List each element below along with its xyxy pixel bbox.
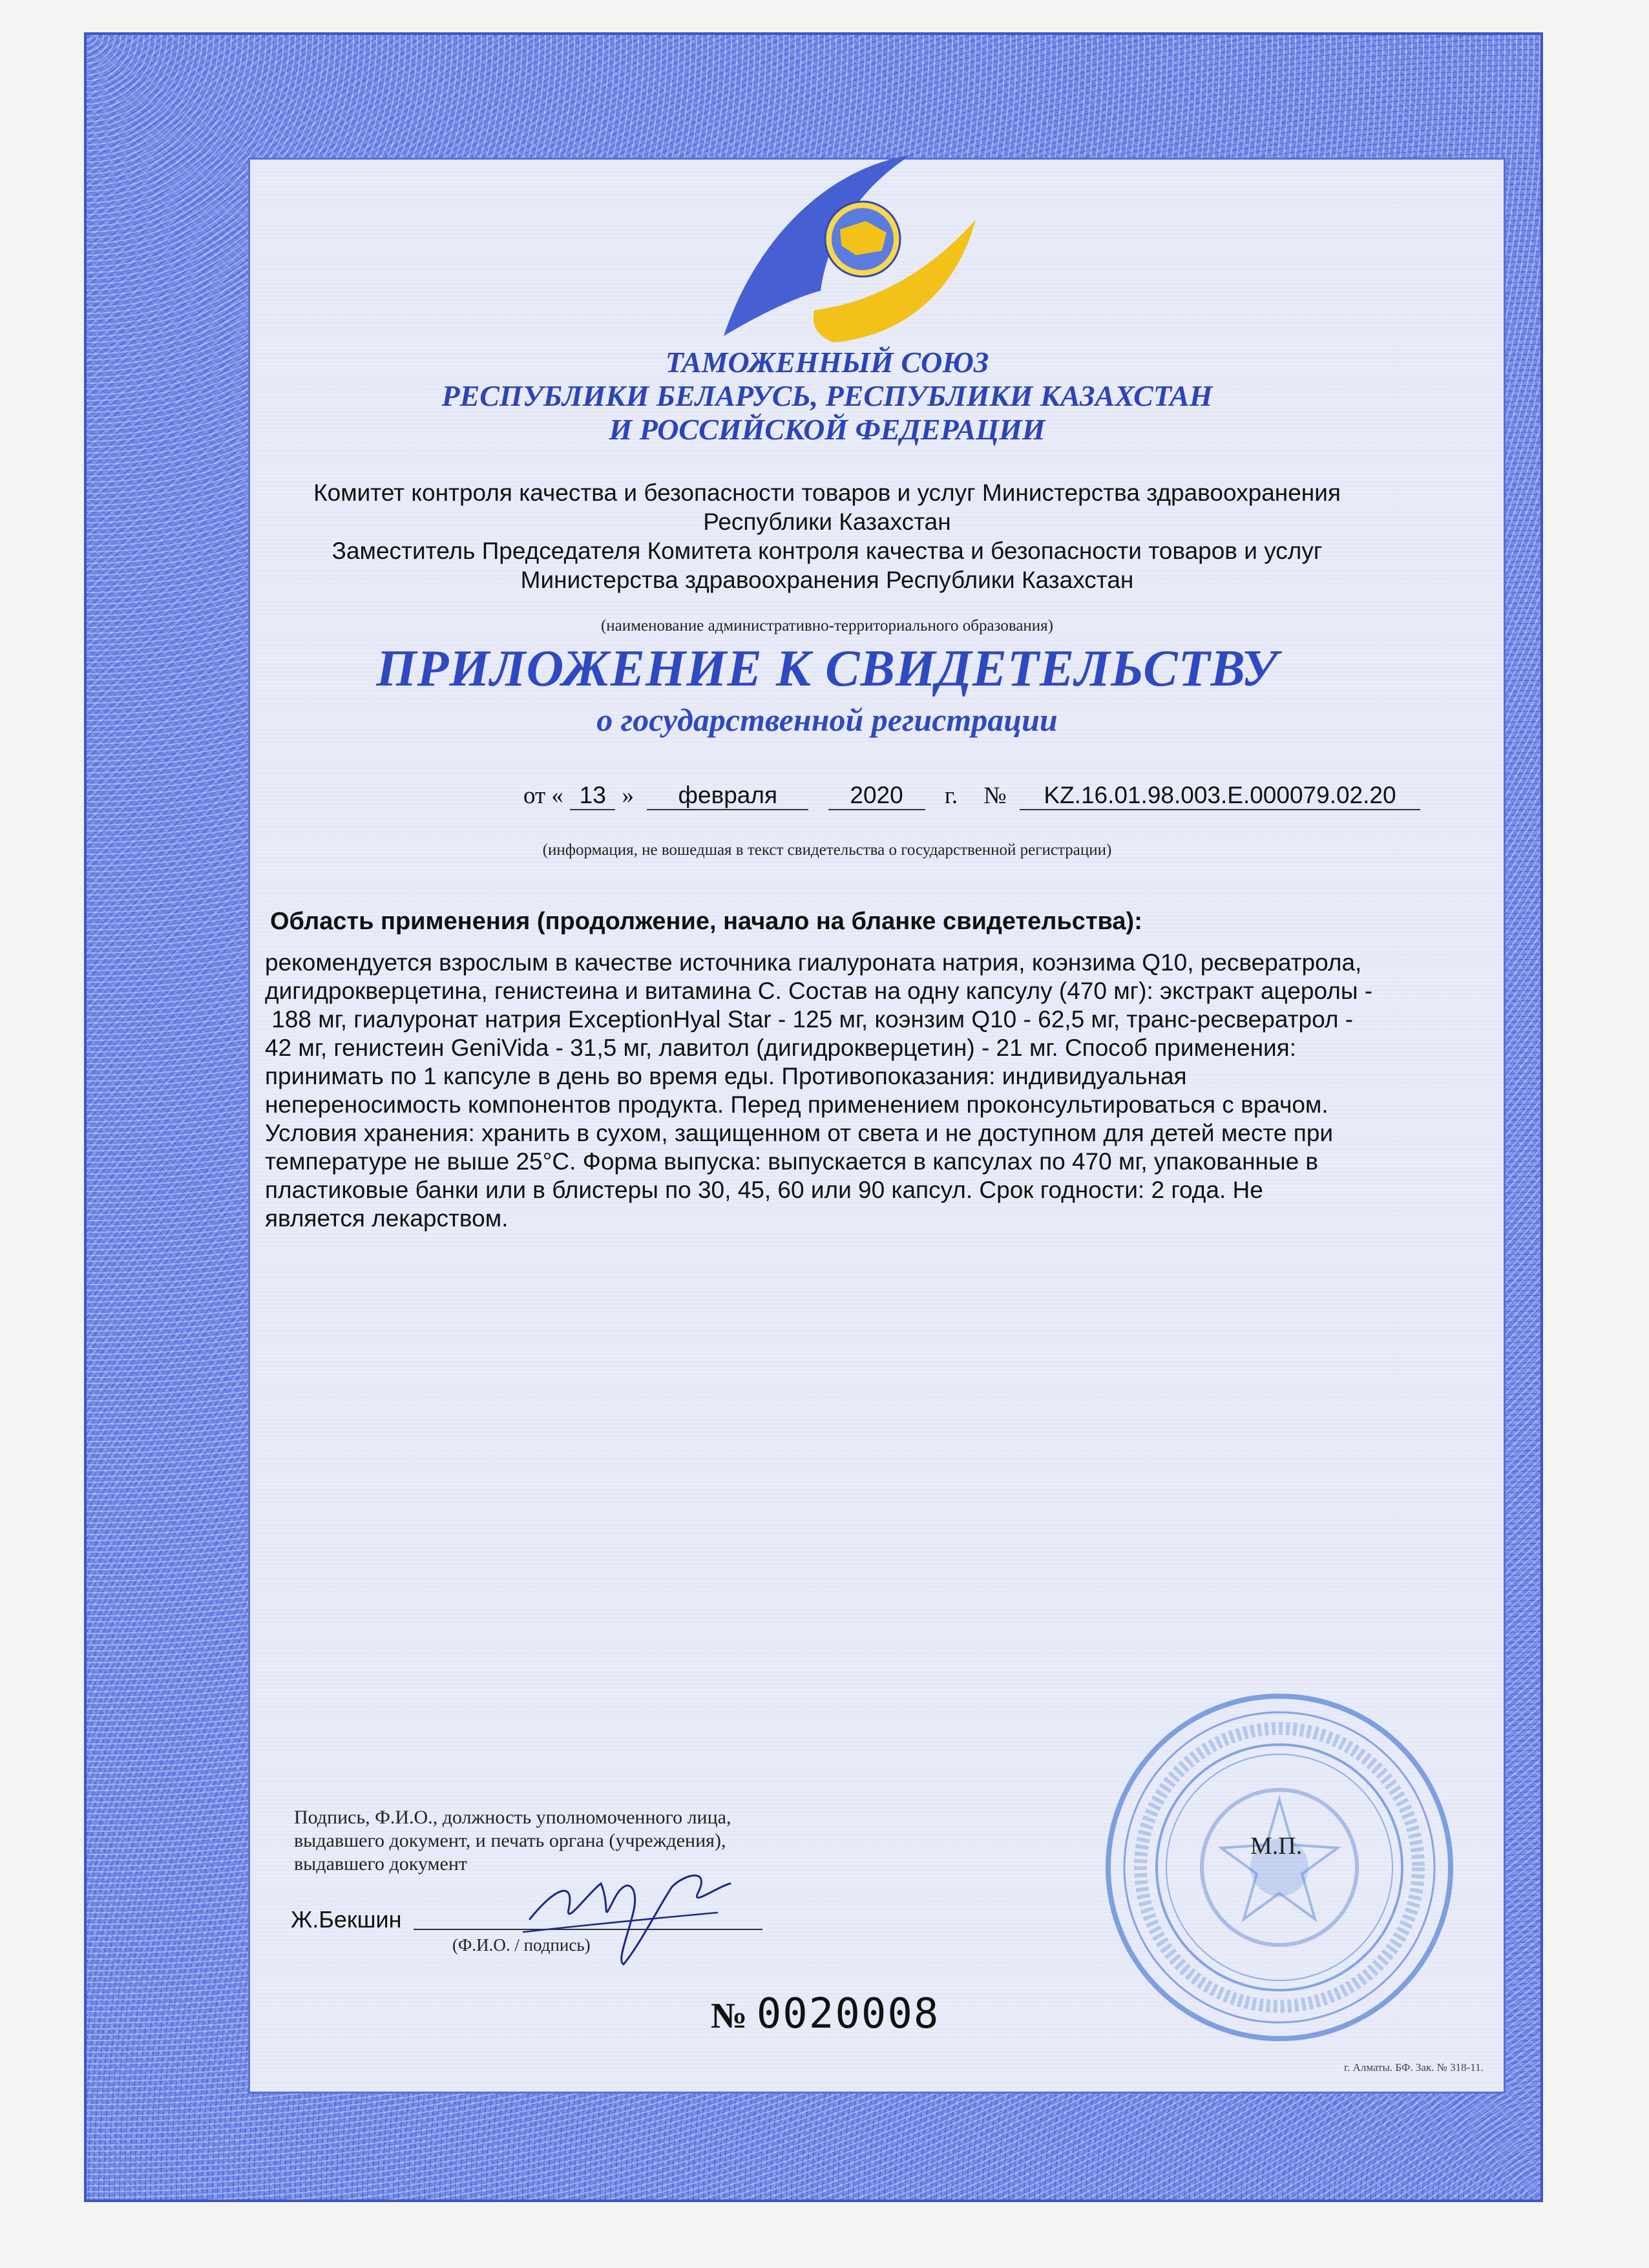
dateline-note: (информация, не вошедшая в текст свидетельства о государственной регистрации) (542, 841, 1112, 859)
scope-line: 188 мг, гиалуронат натрия ExceptionHyal Star - 125 мг, коэнзим Q10 - 62,5 мг, транс-ресвератрол - (265, 1006, 1354, 1033)
scope-line: температуре не выше 25°С. Форма выпуска: выпускается в капсулах по 470 мг, упакованные в (265, 1148, 1319, 1175)
date-close-quote: » (622, 782, 634, 809)
certificate-number: KZ.16.01.98.003.E.000079.02.20 (1020, 782, 1420, 810)
signature-label-line2: выдавшего документ, и печать органа (учреждения), (294, 1830, 726, 1851)
scope-line: является лекарством. (265, 1205, 509, 1232)
issuing-organization (258, 478, 1396, 594)
org-line1: Комитет контроля качества и безопасности товаров и услуг Министерства здравоохранения (313, 479, 1341, 506)
date-month: февраля (647, 782, 808, 810)
org-line2: Республики Казахстан (703, 509, 951, 535)
date-day: 13 (570, 782, 615, 810)
official-stamp-icon (1098, 1686, 1460, 2048)
serial-number: 0020008 (756, 1990, 940, 2038)
scope-line: принимать по 1 капсуле в день во время еды. Противопоказания: индивидуальная (265, 1063, 1187, 1089)
application-scope-text (265, 949, 1467, 1233)
date-year: 2020 (828, 782, 925, 810)
signature-label-line1: Подпись, Ф.И.О., должность уполномоченного лица, (294, 1807, 731, 1828)
number-label: № (983, 782, 1007, 809)
scope-line: непереносимость компонентов продукта. Перед применением проконсультироваться с врачом. (265, 1091, 1329, 1118)
signatory-name-note: (Ф.И.О. / подпись) (452, 1935, 591, 1955)
scope-line: дигидрокверцетина, генистеина и витамина С. Состав на одну капсулу (470 мг): экстракт ацеролы - (265, 978, 1373, 1004)
stamp-place-label: М.П. (1250, 1832, 1303, 1860)
org-line3: Заместитель Председателя Комитета контроля качества и безопасности товаров и услуг (331, 538, 1323, 564)
document-title: ПРИЛОЖЕНИЕ К СВИДЕТЕЛЬСТВУ (376, 640, 1278, 697)
union-title (258, 346, 1396, 446)
union-title-line2: РЕСПУБЛИКИ БЕЛАРУСЬ, РЕСПУБЛИКИ КАЗАХСТАН (441, 379, 1213, 412)
printer-note: г. Алматы. БФ. Зак. № 318-11. (1344, 2061, 1484, 2074)
section-title: Область применения (продолжение, начало на бланке свидетельства): (270, 908, 1142, 935)
date-number-line (523, 782, 1420, 810)
date-year-suffix: г. (944, 782, 958, 809)
eurasian-union-logo-icon (698, 142, 995, 349)
form-serial-number (711, 1990, 940, 2038)
union-title-line3: И РОССИЙСКОЙ ФЕДЕРАЦИИ (609, 413, 1045, 446)
serial-prefix: № (711, 1996, 748, 2036)
signature-label-line3: выдавшего документ (294, 1853, 468, 1874)
date-from-label: от « (523, 782, 563, 809)
scope-line: 42 мг, генистеин GeniVida - 31,5 мг, лавитол (дигидрокверцетин) - 21 мг. Способ применения: (265, 1034, 1296, 1061)
org-note: (наименование административно-территориального образования) (600, 617, 1054, 635)
document-subtitle: о государственной регистрации (596, 702, 1058, 738)
scope-line: пластиковые банки или в блистеры по 30, 45, 60 или 90 капсул. Срок годности: 2 года. Не (265, 1177, 1263, 1203)
union-title-line1: ТАМОЖЕННЫЙ СОЮЗ (665, 346, 989, 379)
scope-line: рекомендуется взрослым в качестве источника гиалуроната натрия, коэнзима Q10, ресвератрола, (265, 949, 1362, 976)
handwritten-signature-icon (504, 1848, 750, 1971)
signatory-name: Ж.Бекшин (291, 1906, 402, 1933)
scope-line: Условия хранения: хранить в сухом, защищенном от света и не доступном для детей месте при (265, 1120, 1334, 1146)
org-line4: Министерства здравоохранения Республики Казахстан (520, 567, 1134, 593)
